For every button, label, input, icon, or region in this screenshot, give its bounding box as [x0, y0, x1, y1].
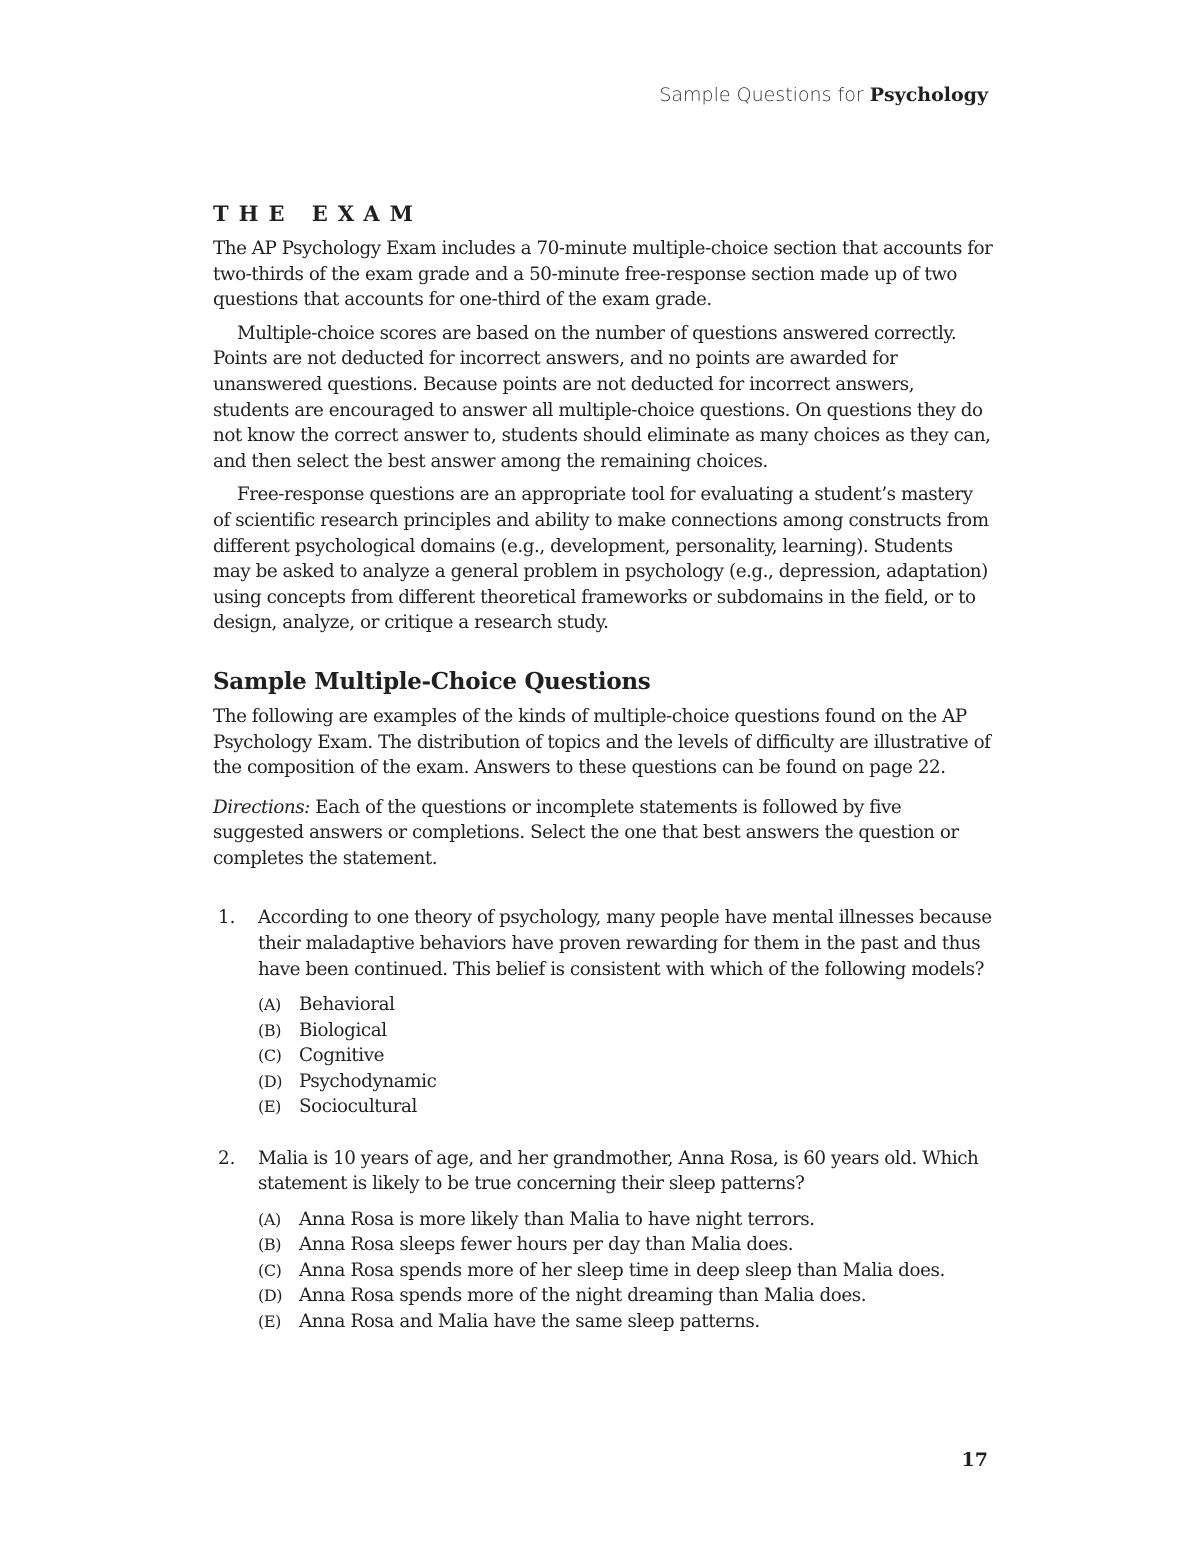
- choice-letter: (C): [258, 1046, 282, 1066]
- exam-paragraph-3: Free-response questions are an appropriate tool for evaluating a student’s mastery of scientific research principles and ability to make connections among constructs from different psychological domains (e.g., development, personality, learning). Students may be asked to analyze a general problem in psychology (e.g., depression, adaptation) using concepts from different theoretical frameworks or subdomains in the field, or to design, analyze, or critique a research study.: [213, 484, 989, 634]
- running-head: [659, 84, 988, 106]
- choice-letter: (C): [258, 1260, 282, 1280]
- directions-label: Directions:: [213, 796, 310, 818]
- choice-letter: (E): [258, 1311, 281, 1331]
- choice-letter: (D): [258, 1286, 283, 1306]
- choice-letter: (B): [258, 1235, 282, 1255]
- choice-text: Anna Rosa spends more of the night dreaming than Malia does.: [299, 1285, 867, 1307]
- answer-choice: [258, 1309, 993, 1335]
- answer-choice: [258, 1232, 993, 1258]
- choice-text: Anna Rosa and Malia have the same sleep patterns.: [299, 1310, 760, 1332]
- question-stem: Malia is 10 years of age, and her grandmother, Anna Rosa, is 60 years old. Which statement is likely to be true concerning their sleep patterns?: [258, 1147, 979, 1195]
- choice-letter: (A): [258, 1209, 281, 1229]
- answer-choice: [258, 1283, 993, 1309]
- directions-paragraph: [213, 795, 993, 872]
- answer-choice: [258, 992, 993, 1018]
- question-stem: According to one theory of psychology, many people have mental illnesses because their maladaptive behaviors have proven rewarding for them in the past and thus have been continued. This belief is consistent with which of the following models?: [258, 907, 992, 980]
- answer-choices: [258, 1207, 993, 1335]
- choice-text: Behavioral: [299, 994, 395, 1016]
- question-2: [213, 1146, 993, 1335]
- choice-text: Sociocultural: [299, 1096, 417, 1118]
- answer-choices: [258, 992, 993, 1120]
- sample-questions-heading: Sample Multiple-Choice Questions: [213, 667, 651, 695]
- running-head-prefix: Sample Questions for: [659, 84, 870, 106]
- choice-text: Psychodynamic: [299, 1070, 437, 1092]
- choice-letter: (E): [258, 1097, 281, 1117]
- answer-choice: [258, 1207, 993, 1233]
- running-head-subject: Psychology: [869, 84, 988, 106]
- question-1: [213, 905, 993, 1119]
- choice-text: Anna Rosa sleeps fewer hours per day than Malia does.: [299, 1234, 794, 1256]
- choice-text: Anna Rosa spends more of her sleep time in deep sleep than Malia does.: [299, 1259, 945, 1281]
- answer-choice: [258, 1043, 993, 1069]
- choice-letter: (B): [258, 1020, 282, 1040]
- section-title-the-exam: THE EXAM: [213, 201, 423, 226]
- page-content: [213, 200, 993, 1334]
- answer-choice: [258, 1258, 993, 1284]
- answer-choice: [258, 1094, 993, 1120]
- page-number: 17: [961, 1449, 988, 1471]
- choice-text: Biological: [299, 1019, 387, 1041]
- choice-letter: (D): [258, 1071, 283, 1091]
- exam-paragraph-1: The AP Psychology Exam includes a 70-minute multiple-choice section that accounts for two-thirds of the exam grade and a 50-minute free-response section made up of two questions that accounts for one-third of the exam grade.: [213, 238, 993, 311]
- question-body: [258, 905, 993, 1119]
- exam-paragraph-2: Multiple-choice scores are based on the number of questions answered correctly. Points are not deducted for incorrect answers, and no points are awarded for unanswered questions. Because points are not deducted for incorrect answers, students are encouraged to answer all multiple-choice questions. On questions they do not know the correct answer to, students should eliminate as many choices as they can, and then select the best answer among the remaining choices.: [213, 322, 991, 472]
- sample-intro-paragraph: The following are examples of the kinds of multiple-choice questions found on the AP Psychology Exam. The distribution of topics and the levels of difficulty are illustrative of the composition of the exam. Answers to these questions can be found on page 22.: [213, 705, 991, 779]
- choice-letter: (A): [258, 995, 281, 1015]
- answer-choice: [258, 1069, 993, 1095]
- answer-choice: [258, 1018, 993, 1044]
- choice-text: Anna Rosa is more likely than Malia to have night terrors.: [299, 1208, 815, 1230]
- directions-text: Each of the questions or incomplete statements is followed by five suggested answers or completions. Select the one that best answers the question or completes the statement.: [213, 796, 959, 869]
- question-number: 1.: [218, 907, 236, 929]
- question-body: [258, 1146, 993, 1335]
- question-number: 2.: [218, 1147, 236, 1169]
- choice-text: Cognitive: [299, 1045, 385, 1067]
